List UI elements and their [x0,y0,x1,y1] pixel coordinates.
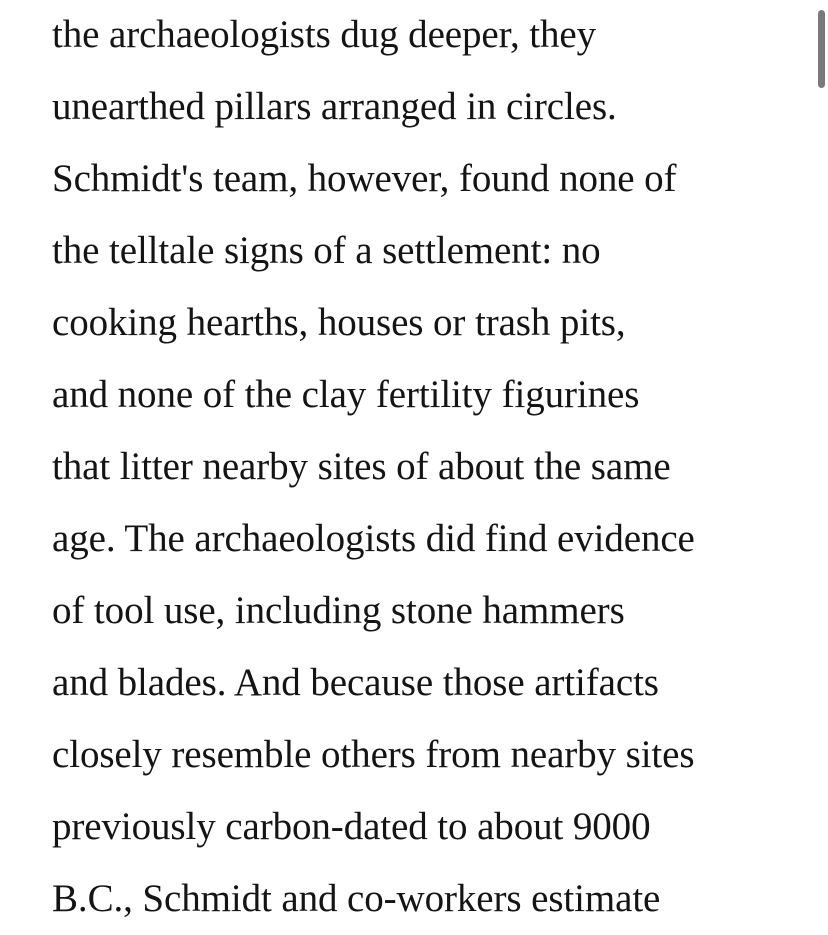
scrollbar-thumb[interactable] [818,10,825,88]
article-body [52,0,792,935]
text-line-12: previously carbon-dated to about 9000 [52,805,651,848]
text-line-11: closely resemble others from nearby sites [52,733,695,776]
text-line-2: unearthed pillars arranged in circles. [52,85,617,128]
text-line-10: and blades. And because those artifacts [52,661,659,704]
text-line-8: age. The archaeologists did find evidence [52,517,695,560]
text-line-3: Schmidt's team, however, found none of [52,157,677,200]
text-line-6: and none of the clay fertility figurines [52,373,640,416]
text-line-1: the archaeologists dug deeper, they [52,13,596,56]
vertical-scrollbar[interactable] [814,0,828,935]
text-line-13: B.C., Schmidt and co-workers estimate [52,877,661,920]
text-line-7: that litter nearby sites of about the same [52,445,671,488]
text-line-4: the telltale signs of a settlement: no [52,229,601,272]
text-line-5: cooking hearths, houses or trash pits, [52,301,626,344]
text-line-9: of tool use, including stone hammers [52,589,625,632]
